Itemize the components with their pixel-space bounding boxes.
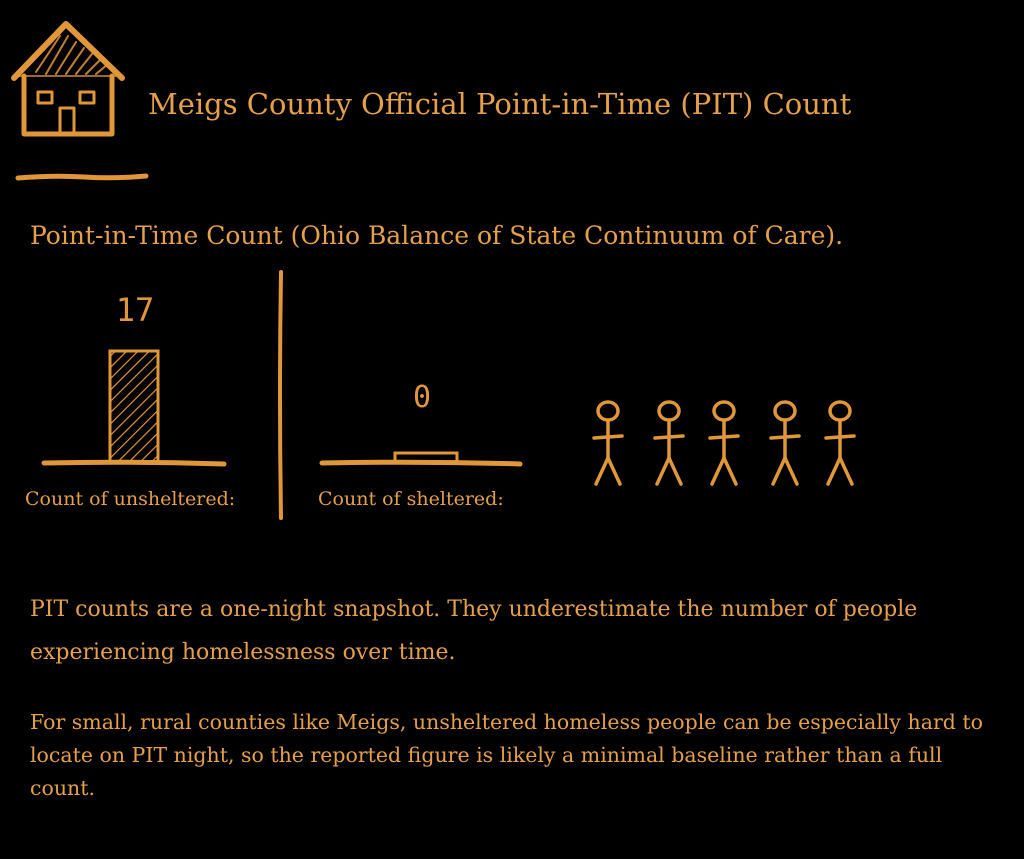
panel-divider	[280, 272, 281, 518]
header-rule	[14, 170, 150, 184]
chart-title: Point-in-Time Count (Ohio Balance of State Continuum of Care).	[30, 221, 844, 250]
value-label-sheltered: 0	[412, 380, 432, 415]
bar-unsheltered	[110, 351, 158, 463]
value-label-unsheltered: 17	[115, 291, 155, 329]
person-icon	[710, 402, 738, 484]
page-title: Meigs County Official Point-in-Time (PIT) Count	[148, 87, 852, 121]
house-icon	[8, 16, 130, 140]
note-snapshot: PIT counts are a one-night snapshot. They underestimate the number of people experiencing homelessness over time.	[30, 597, 918, 665]
category-label-sheltered: Count of sheltered:	[318, 488, 504, 510]
category-label-unsheltered: Count of unsheltered:	[25, 488, 236, 510]
person-icon	[594, 402, 622, 484]
person-icon	[771, 402, 799, 484]
note-rural: For small, rural counties like Meigs, unsheltered homeless people can be especially hard to locate on PIT night, so the reported figure is likely a minimal baseline rather than a full count.	[30, 710, 983, 800]
person-icon	[655, 402, 683, 484]
bar-sheltered	[395, 453, 457, 463]
people-illustration	[588, 398, 873, 494]
person-icon	[826, 402, 854, 484]
